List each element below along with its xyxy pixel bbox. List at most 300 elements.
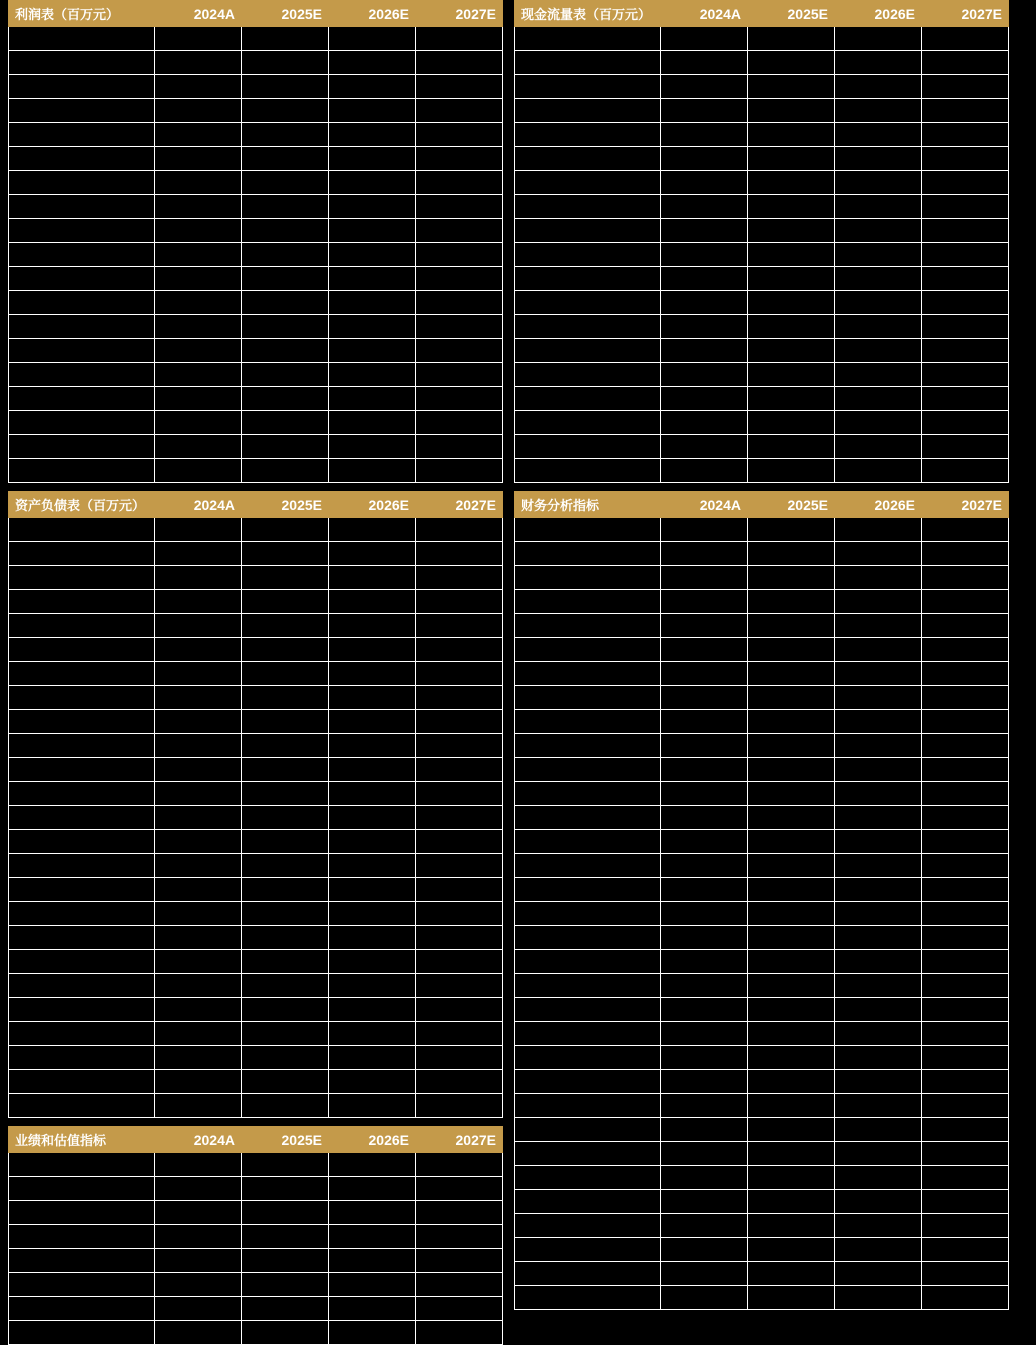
row-item-label [515, 878, 661, 902]
column-header-year-3: 2026E [835, 1, 922, 27]
row-value-4 [922, 435, 1009, 459]
row-value-4 [416, 219, 503, 243]
table-row [9, 662, 503, 686]
column-header-year-2: 2025E [748, 1, 835, 27]
row-value-4 [416, 518, 503, 542]
table-row [515, 99, 1009, 123]
row-value-1 [661, 1286, 748, 1310]
row-value-1 [661, 363, 748, 387]
row-item-label [9, 435, 155, 459]
row-value-3 [329, 1046, 416, 1070]
table-row [515, 435, 1009, 459]
row-value-1 [155, 1249, 242, 1273]
row-item-label [515, 830, 661, 854]
table-row [515, 854, 1009, 878]
row-value-3 [329, 566, 416, 590]
table-row [9, 219, 503, 243]
row-value-1 [661, 411, 748, 435]
row-item-label [9, 1070, 155, 1094]
table-row [515, 1022, 1009, 1046]
row-value-4 [922, 411, 1009, 435]
row-value-1 [661, 734, 748, 758]
row-value-2 [242, 566, 329, 590]
table-row [9, 854, 503, 878]
row-item-label [9, 123, 155, 147]
row-value-4 [922, 590, 1009, 614]
row-value-4 [416, 806, 503, 830]
row-value-1 [155, 638, 242, 662]
row-value-1 [661, 638, 748, 662]
row-item-label [515, 1070, 661, 1094]
row-value-4 [416, 459, 503, 483]
row-value-1 [155, 590, 242, 614]
row-value-4 [922, 339, 1009, 363]
table-row [515, 998, 1009, 1022]
row-value-3 [835, 542, 922, 566]
row-value-2 [748, 710, 835, 734]
row-value-3 [329, 806, 416, 830]
row-value-3 [329, 974, 416, 998]
row-value-3 [835, 99, 922, 123]
table-row [9, 123, 503, 147]
row-value-2 [242, 686, 329, 710]
row-value-4 [922, 758, 1009, 782]
row-item-label [9, 387, 155, 411]
row-value-4 [922, 195, 1009, 219]
row-item-label [515, 219, 661, 243]
row-value-2 [242, 123, 329, 147]
row-value-2 [748, 315, 835, 339]
row-value-4 [416, 123, 503, 147]
row-value-3 [835, 219, 922, 243]
row-item-label [9, 147, 155, 171]
row-value-1 [661, 1070, 748, 1094]
row-value-2 [242, 1177, 329, 1201]
table-row [9, 758, 503, 782]
row-value-3 [835, 782, 922, 806]
row-value-1 [155, 1070, 242, 1094]
table-title: 利润表（百万元） [9, 1, 155, 27]
row-value-3 [329, 99, 416, 123]
table-row [9, 411, 503, 435]
row-item-label [515, 1286, 661, 1310]
row-value-3 [835, 878, 922, 902]
row-item-label [9, 291, 155, 315]
row-item-label [515, 51, 661, 75]
table-row [9, 243, 503, 267]
row-value-1 [661, 1190, 748, 1214]
row-value-3 [835, 830, 922, 854]
balance-sheet-table [8, 491, 503, 1118]
row-value-3 [329, 219, 416, 243]
table-row [515, 1142, 1009, 1166]
row-value-2 [242, 542, 329, 566]
column-header-year-4: 2027E [416, 1127, 503, 1153]
row-item-label [9, 686, 155, 710]
row-value-4 [416, 171, 503, 195]
table-row [9, 147, 503, 171]
row-value-3 [835, 566, 922, 590]
row-item-label [9, 1094, 155, 1118]
row-value-2 [242, 662, 329, 686]
table-row [515, 830, 1009, 854]
row-value-1 [661, 830, 748, 854]
row-value-1 [661, 291, 748, 315]
row-value-2 [748, 243, 835, 267]
row-item-label [515, 710, 661, 734]
row-value-4 [922, 51, 1009, 75]
row-value-4 [922, 806, 1009, 830]
row-value-4 [416, 267, 503, 291]
row-value-3 [329, 998, 416, 1022]
table-row [9, 1225, 503, 1249]
row-item-label [9, 1225, 155, 1249]
row-value-1 [155, 315, 242, 339]
row-value-2 [242, 806, 329, 830]
income-statement-body [9, 1, 503, 483]
row-item-label [9, 411, 155, 435]
row-value-1 [155, 566, 242, 590]
row-value-4 [922, 998, 1009, 1022]
row-value-2 [748, 926, 835, 950]
column-header-year-3: 2026E [329, 1127, 416, 1153]
row-value-2 [242, 1249, 329, 1273]
row-value-2 [748, 1046, 835, 1070]
table-row [515, 339, 1009, 363]
table-row [515, 1070, 1009, 1094]
row-value-4 [416, 1153, 503, 1177]
performance-valuation-body [9, 1127, 503, 1345]
table-row [515, 1214, 1009, 1238]
row-value-1 [661, 1238, 748, 1262]
row-value-4 [416, 363, 503, 387]
row-value-3 [329, 123, 416, 147]
table-row [515, 566, 1009, 590]
row-value-2 [748, 1238, 835, 1262]
row-value-4 [922, 686, 1009, 710]
row-value-4 [922, 902, 1009, 926]
row-value-3 [835, 435, 922, 459]
row-item-label [9, 1249, 155, 1273]
row-value-3 [329, 339, 416, 363]
row-value-4 [922, 243, 1009, 267]
row-value-3 [835, 1166, 922, 1190]
row-value-1 [155, 518, 242, 542]
row-value-1 [155, 710, 242, 734]
row-value-2 [242, 878, 329, 902]
row-item-label [515, 782, 661, 806]
row-value-3 [329, 638, 416, 662]
row-value-3 [329, 1297, 416, 1321]
row-value-4 [416, 1022, 503, 1046]
row-value-2 [748, 1142, 835, 1166]
row-item-label [9, 363, 155, 387]
table-row [9, 51, 503, 75]
table-row [515, 147, 1009, 171]
row-value-4 [416, 1321, 503, 1345]
row-value-2 [748, 662, 835, 686]
row-value-3 [329, 542, 416, 566]
table-row [515, 614, 1009, 638]
row-value-1 [155, 195, 242, 219]
row-value-1 [155, 171, 242, 195]
row-item-label [515, 950, 661, 974]
row-value-2 [748, 734, 835, 758]
row-value-3 [329, 662, 416, 686]
row-item-label [515, 1118, 661, 1142]
row-value-1 [661, 974, 748, 998]
row-value-1 [155, 542, 242, 566]
row-value-3 [329, 1153, 416, 1177]
row-value-4 [922, 662, 1009, 686]
row-value-3 [329, 1321, 416, 1345]
row-value-1 [155, 878, 242, 902]
row-value-4 [416, 411, 503, 435]
table-row [9, 830, 503, 854]
row-value-2 [242, 267, 329, 291]
row-value-3 [835, 387, 922, 411]
left-gap-1 [8, 483, 510, 491]
row-value-4 [922, 99, 1009, 123]
row-value-4 [922, 75, 1009, 99]
row-value-4 [922, 267, 1009, 291]
table-row [9, 782, 503, 806]
row-item-label [9, 1177, 155, 1201]
row-value-3 [329, 950, 416, 974]
row-value-2 [748, 830, 835, 854]
row-item-label [9, 854, 155, 878]
row-value-2 [748, 75, 835, 99]
row-value-1 [661, 195, 748, 219]
row-value-1 [661, 902, 748, 926]
table-row [9, 435, 503, 459]
row-value-1 [155, 435, 242, 459]
financial-ratios-block [514, 491, 1016, 1310]
row-value-2 [242, 1022, 329, 1046]
table-row [515, 878, 1009, 902]
row-value-4 [922, 1118, 1009, 1142]
row-value-2 [242, 411, 329, 435]
row-item-label [515, 974, 661, 998]
row-value-4 [416, 1070, 503, 1094]
row-value-4 [922, 363, 1009, 387]
row-value-1 [155, 459, 242, 483]
row-value-3 [329, 1225, 416, 1249]
table-row [515, 243, 1009, 267]
table-row [515, 974, 1009, 998]
table-row [9, 267, 503, 291]
row-value-4 [922, 123, 1009, 147]
table-title: 现金流量表（百万元） [515, 1, 661, 27]
row-value-2 [748, 854, 835, 878]
row-value-2 [748, 758, 835, 782]
row-value-3 [835, 926, 922, 950]
row-value-1 [661, 171, 748, 195]
row-value-2 [748, 339, 835, 363]
row-value-1 [155, 1177, 242, 1201]
row-item-label [515, 758, 661, 782]
table-header-row [515, 492, 1009, 518]
row-value-2 [748, 974, 835, 998]
row-value-1 [155, 614, 242, 638]
row-value-1 [661, 614, 748, 638]
row-value-2 [748, 363, 835, 387]
row-value-4 [922, 854, 1009, 878]
table-title: 财务分析指标 [515, 492, 661, 518]
row-value-2 [748, 638, 835, 662]
row-value-3 [329, 902, 416, 926]
row-value-4 [922, 614, 1009, 638]
row-value-3 [835, 998, 922, 1022]
row-value-3 [835, 686, 922, 710]
row-value-2 [748, 411, 835, 435]
row-value-3 [329, 147, 416, 171]
row-value-1 [155, 51, 242, 75]
row-value-4 [922, 710, 1009, 734]
row-value-2 [748, 27, 835, 51]
table-row [515, 411, 1009, 435]
table-row [515, 1094, 1009, 1118]
table-row [515, 1118, 1009, 1142]
row-value-4 [922, 1262, 1009, 1286]
row-value-3 [329, 758, 416, 782]
row-value-3 [329, 387, 416, 411]
row-value-3 [835, 51, 922, 75]
column-header-year-3: 2026E [329, 492, 416, 518]
performance-valuation-table [8, 1126, 503, 1345]
row-value-4 [416, 387, 503, 411]
row-value-1 [661, 1094, 748, 1118]
row-item-label [9, 590, 155, 614]
table-row [515, 363, 1009, 387]
row-value-2 [242, 1297, 329, 1321]
row-value-4 [416, 27, 503, 51]
row-item-label [515, 1262, 661, 1286]
row-value-4 [922, 638, 1009, 662]
row-value-2 [748, 459, 835, 483]
income-statement-block [8, 0, 510, 483]
row-value-2 [748, 219, 835, 243]
row-value-1 [155, 1201, 242, 1225]
table-row [515, 219, 1009, 243]
row-value-4 [416, 435, 503, 459]
row-value-4 [416, 758, 503, 782]
row-value-4 [922, 782, 1009, 806]
row-value-4 [416, 1273, 503, 1297]
row-value-1 [661, 590, 748, 614]
table-row [9, 974, 503, 998]
row-value-1 [661, 267, 748, 291]
table-row [9, 99, 503, 123]
row-item-label [515, 459, 661, 483]
table-row [9, 566, 503, 590]
row-value-3 [329, 435, 416, 459]
row-value-4 [922, 830, 1009, 854]
row-value-2 [242, 1201, 329, 1225]
row-value-2 [242, 1046, 329, 1070]
column-header-year-4: 2027E [416, 1, 503, 27]
row-value-4 [416, 75, 503, 99]
row-value-1 [155, 27, 242, 51]
row-value-3 [835, 1262, 922, 1286]
row-value-4 [416, 1046, 503, 1070]
column-header-year-3: 2026E [329, 1, 416, 27]
row-value-2 [748, 195, 835, 219]
row-value-2 [748, 806, 835, 830]
row-value-4 [922, 1022, 1009, 1046]
row-value-4 [416, 998, 503, 1022]
row-value-2 [748, 1286, 835, 1310]
row-value-2 [242, 734, 329, 758]
row-item-label [515, 614, 661, 638]
table-row [515, 662, 1009, 686]
row-value-1 [155, 1273, 242, 1297]
table-row [515, 806, 1009, 830]
row-value-1 [661, 1262, 748, 1286]
row-value-3 [329, 614, 416, 638]
left-column [8, 0, 510, 1345]
row-value-2 [242, 195, 329, 219]
row-value-3 [835, 710, 922, 734]
row-value-3 [835, 147, 922, 171]
row-value-4 [922, 542, 1009, 566]
row-value-3 [835, 1214, 922, 1238]
row-value-3 [329, 363, 416, 387]
row-value-2 [242, 1070, 329, 1094]
row-item-label [515, 411, 661, 435]
row-value-2 [242, 75, 329, 99]
row-value-1 [661, 806, 748, 830]
row-value-3 [835, 1070, 922, 1094]
table-row [515, 315, 1009, 339]
row-value-4 [416, 686, 503, 710]
row-value-4 [416, 51, 503, 75]
row-value-4 [416, 1249, 503, 1273]
row-value-2 [242, 171, 329, 195]
row-item-label [515, 291, 661, 315]
row-value-2 [242, 291, 329, 315]
table-row [9, 710, 503, 734]
row-item-label [515, 854, 661, 878]
row-value-1 [155, 243, 242, 267]
table-header-row [515, 1, 1009, 27]
financial-ratios-body [515, 492, 1009, 1310]
row-item-label [9, 614, 155, 638]
row-item-label [9, 219, 155, 243]
row-value-2 [242, 459, 329, 483]
row-value-4 [922, 27, 1009, 51]
table-row [9, 1273, 503, 1297]
row-value-1 [155, 219, 242, 243]
row-value-2 [748, 518, 835, 542]
row-value-3 [329, 459, 416, 483]
row-item-label [9, 1153, 155, 1177]
row-item-label [515, 75, 661, 99]
row-item-label [9, 267, 155, 291]
row-value-4 [416, 291, 503, 315]
balance-sheet-body [9, 492, 503, 1118]
row-value-2 [242, 614, 329, 638]
row-value-2 [242, 219, 329, 243]
row-value-4 [922, 387, 1009, 411]
row-value-4 [922, 878, 1009, 902]
row-value-2 [242, 710, 329, 734]
row-value-4 [922, 1286, 1009, 1310]
table-row [9, 1094, 503, 1118]
row-item-label [515, 171, 661, 195]
row-value-4 [922, 459, 1009, 483]
row-value-2 [748, 902, 835, 926]
